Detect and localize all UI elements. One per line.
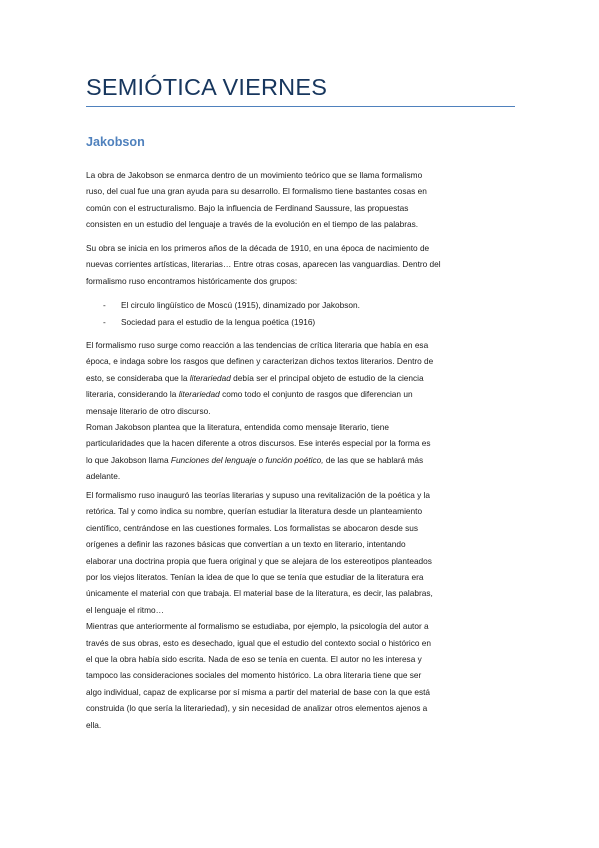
page-title: SEMIÓTICA VIERNES <box>86 74 328 100</box>
paragraph-line: únicamente el material con que trabaja. El material base de la literatura, es decir, las palabras, <box>86 588 433 599</box>
paragraph-line: adelante. <box>86 471 121 482</box>
paragraph-line: elaborar una doctrina propia que fuera original y que se alejara de los estereotipos planteados <box>86 555 432 566</box>
emphasis-text: Funciones del lenguaje o función poético, <box>170 454 324 465</box>
paragraph-line: como todo el conjunto de rasgos que diferencian un <box>219 389 413 400</box>
paragraph-line: El formalismo ruso surge como reacción a las tendencias de crítica literaria que había en esa <box>86 340 429 350</box>
paragraph-line: formalismo ruso encontramos históricamente dos grupos: <box>86 275 298 286</box>
paragraph-line: el que la obra había sido escrita. Nada de eso se tenía en cuenta. El autor no les interesa y <box>86 654 422 665</box>
paragraph-2 <box>86 240 441 289</box>
paragraph-line: orígenes a definir las razones básicas que convertían a un texto en literario, intentando <box>86 539 406 550</box>
paragraph-line: mensaje literario de otro discurso. <box>86 405 211 416</box>
paragraph-line: nuevas corrientes artísticas, literarias… Entre otras cosas, aparecen las vanguardias. Dentro del <box>86 259 441 270</box>
paragraph-line: por los viejos literatos. Tenían la idea de que lo que se tenía que estudiar de la literatura era <box>86 572 424 583</box>
list-item <box>86 314 360 331</box>
paragraph-line: retórica. Tal y como indica su nombre, querían estudiar la literatura desde un planteamiento <box>86 506 423 517</box>
paragraph-line: ruso, del cual fue una gran ayuda para su desarrollo. El formalismo tiene bastantes cosas en <box>86 186 427 197</box>
list-item <box>86 297 360 314</box>
paragraph-line: el lenguaje el ritmo… <box>86 604 164 615</box>
paragraph-line: ella. <box>86 719 102 730</box>
bullet-list <box>86 297 360 330</box>
paragraph-line: La obra de Jakobson se enmarca dentro de un movimiento teórico que se llama formalismo <box>86 170 423 180</box>
paragraph-line: consisten en un estudio del lenguaje a través de la evolución en el tiempo de las palabras. <box>86 219 419 230</box>
paragraph-line: tampoco las consideraciones sociales del momento histórico. La obra literaria tiene que ser <box>86 670 422 681</box>
paragraph-line: literaria, considerando la <box>86 389 179 400</box>
title-underline <box>86 106 515 107</box>
paragraph-line: lo que Jakobson llama <box>86 454 171 465</box>
paragraph-line: Mientras que anteriormente al formalismo se estudiaba, por ejemplo, la psicología del autor a <box>86 621 429 632</box>
emphasis-text: literariedad <box>178 389 220 400</box>
section-heading: Jakobson <box>86 135 145 149</box>
paragraph-line: época, e indaga sobre los rasgos que definen y caracterizan dichos textos literarios. Dentro de <box>86 356 434 367</box>
paragraph-1 <box>86 167 427 233</box>
bullet-marker: - <box>103 300 106 310</box>
list-item-text: Sociedad para el estudio de la lengua poética (1916) <box>121 316 316 327</box>
paragraph-line: de las que se hablará más <box>323 454 424 465</box>
bullet-marker: - <box>103 316 106 327</box>
paragraph-line: esto, se consideraba que la <box>86 372 190 383</box>
paragraph-4 <box>86 487 433 733</box>
paragraph-line: científico, centrándose en las cuestiones formales. Los formalistas se abocaron desde sus <box>86 522 419 533</box>
paragraph-line: debía ser el principal objeto de estudio de la ciencia <box>230 372 424 383</box>
emphasis-text: literariedad <box>189 372 231 383</box>
paragraph-line: común con el estructuralismo. Bajo la influencia de Ferdinand Saussure, las propuestas <box>86 202 409 213</box>
paragraph-line: través de sus obras, esto es desechado, igual que el estudio del contexto social o histórico en <box>86 637 431 648</box>
paragraph-line: particularidades que la hacen diferente a otros discursos. Ese interés especial por la forma es <box>86 438 431 449</box>
paragraph-line: algo individual, capaz de explicarse por sí misma a partir del material de base con la que está <box>86 686 431 697</box>
paragraph-line: Su obra se inicia en los primeros años de la década de 1910, en una época de nacimiento de <box>86 243 430 253</box>
paragraph-line: construida (lo que sería la literariedad), y sin necesidad de analizar otros elementos ajenos a <box>86 703 428 714</box>
paragraph-line: Roman Jakobson plantea que la literatura, entendida como mensaje literario, tiene <box>86 422 390 433</box>
paragraph-3 <box>86 337 433 485</box>
list-item-text: El circulo lingüístico de Moscú (1915), dinamizado por Jakobson. <box>121 300 360 310</box>
paragraph-line: El formalismo ruso inauguró las teorías literarias y supuso una revitalización de la poética y la <box>86 490 431 500</box>
